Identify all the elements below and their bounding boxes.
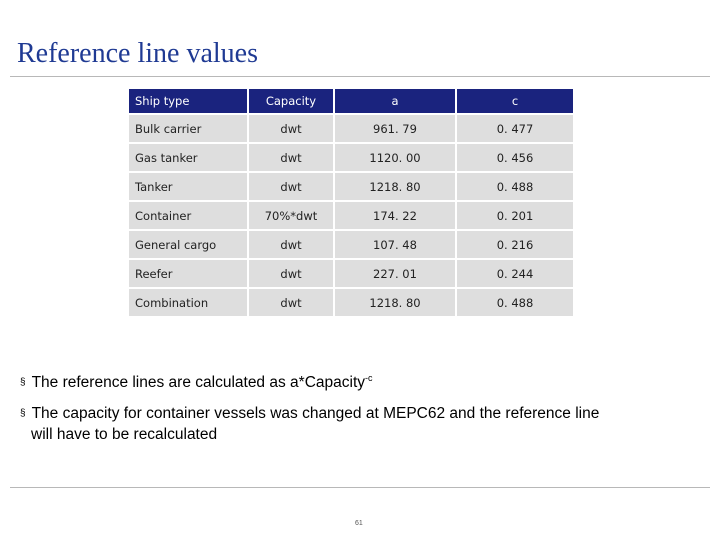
cell-ship-type: Reefer [129,260,247,287]
bullet-reference-lines [20,368,373,393]
cell-ship-type: Bulk carrier [129,115,247,142]
cell-capacity: dwt [249,289,333,316]
cell-ship-type: General cargo [129,231,247,258]
cell-ship-type: Tanker [129,173,247,200]
footer-divider [10,487,710,488]
page-title: Reference line values [17,38,258,69]
bullet-container-capacity [20,403,700,445]
bullet-marker: § [20,377,26,388]
cell-a: 1218. 80 [335,173,455,200]
header-c: c [457,89,573,113]
bullet-marker: § [20,408,26,419]
cell-ship-type: Container [129,202,247,229]
cell-capacity: dwt [249,144,333,171]
table-row [129,231,573,258]
bullet-text: The reference lines are calculated as a*Capacity [31,374,365,391]
title-divider [10,76,710,77]
cell-c: 0. 456 [457,144,573,171]
cell-c: 0. 216 [457,231,573,258]
cell-a: 107. 48 [335,231,455,258]
cell-c: 0. 477 [457,115,573,142]
cell-c: 0. 201 [457,202,573,229]
cell-c: 0. 488 [457,289,573,316]
header-capacity: Capacity [249,89,333,113]
cell-ship-type: Combination [129,289,247,316]
table-row [129,173,573,200]
cell-capacity: dwt [249,260,333,287]
exponent-text: -c [365,373,373,383]
table-row [129,115,573,142]
bullet-text-continued: will have to be recalculated [31,426,218,443]
cell-capacity: dwt [249,231,333,258]
cell-a: 961. 79 [335,115,455,142]
page-number: 61 [355,520,363,527]
table-row [129,260,573,287]
table-row [129,144,573,171]
cell-a: 227. 01 [335,260,455,287]
reference-line-table [127,87,575,318]
header-a: a [335,89,455,113]
table-row [129,289,573,316]
table-row [129,202,573,229]
cell-capacity: 70%*dwt [249,202,333,229]
cell-capacity: dwt [249,115,333,142]
bullet-text: The capacity for container vessels was changed at MEPC62 and the reference line [31,405,600,422]
cell-capacity: dwt [249,173,333,200]
cell-a: 1120. 00 [335,144,455,171]
cell-ship-type: Gas tanker [129,144,247,171]
cell-c: 0. 244 [457,260,573,287]
table-header-row [129,89,573,113]
header-ship-type: Ship type [129,89,247,113]
cell-c: 0. 488 [457,173,573,200]
cell-a: 1218. 80 [335,289,455,316]
cell-a: 174. 22 [335,202,455,229]
